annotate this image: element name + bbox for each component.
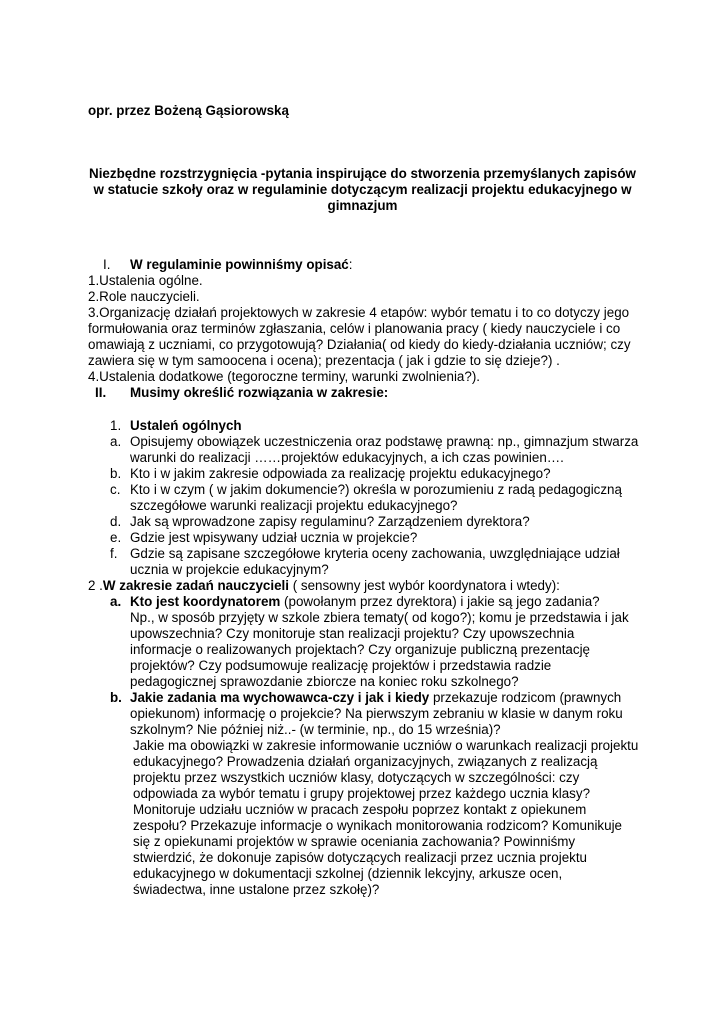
item-text: warunki do realizacji ……projektów edukacyjnych, a ich czas powinien….	[130, 450, 564, 465]
point-2-rest: ( sensowny jest wybór koordynatora i wtedy):	[288, 578, 560, 593]
section-1-item: 2.Role nauczycieli.	[88, 289, 200, 304]
section-1-heading: W regulaminie powinniśmy opisać	[130, 257, 349, 272]
item-2a-first-line	[130, 594, 600, 610]
point-1-number: 1.	[110, 418, 122, 433]
item-text: szkolnym? Nie później niż..- (w terminie, np., do 15 września)?	[130, 722, 501, 737]
item-letter-d: d.	[110, 514, 122, 529]
item-text: edukacyjnego w dokumentacji szkolnej (dziennik lekcyjny, arkusze ocen,	[133, 866, 563, 881]
section-1-item: formułowania oraz terminów zgłaszania, celów i planowania pracy ( kiedy nauczyciele i co	[88, 321, 621, 336]
item-text: Jakie ma obowiązki w zakresie informowanie uczniów o warunkach realizacji projektu	[133, 738, 639, 753]
item-text: ucznia w projekcie edukacyjnym?	[130, 562, 329, 577]
item-text: informacje o realizowanych projektach? Czy organizuje publiczną prezentację	[130, 642, 590, 657]
item-text: upowszechnia? Czy monitoruje stan realizacji projektu? Czy upowszechnia	[130, 626, 575, 641]
item-text: projektów? Czy podsumowuje realizację projektów i przedstawia radzie	[130, 658, 552, 673]
item-text: świadectwa, inne ustalone przez szkołę)?	[133, 882, 380, 897]
point-2-heading: W zakresie zadań nauczycieli	[102, 578, 289, 593]
section-1-item: zawiera się w tym samoocena i ocena); prezentacja ( jak i gdzie to się dzieje?) .	[88, 353, 560, 368]
item-text: Kto i w czym ( w jakim dokumencie?) określa w porozumieniu z radą pedagogiczną	[130, 482, 622, 497]
item-text: Jak są wprowadzone zapisy regulaminu? Zarządzeniem dyrektora?	[130, 514, 530, 529]
section-2-heading: Musimy określić rozwiązania w zakresie:	[130, 385, 389, 400]
author-line: opr. przez Bożeną Gąsiorowską	[88, 103, 289, 118]
item-letter-a: a.	[110, 434, 122, 449]
item-text: szczegółowe warunki realizacji projektu edukacyjnego?	[130, 498, 458, 513]
title-line-3: gimnazjum	[327, 198, 398, 213]
point-2-prefix: 2 .	[88, 578, 103, 593]
section-1-item: 1.Ustalenia ogólne.	[88, 273, 203, 288]
item-text: Np., w sposób przyjęty w szkole zbiera tematy( od kogo?); komu je przedstawia i jak	[130, 610, 629, 625]
section-1-heading-wrap	[130, 257, 353, 273]
section-1-item: omawiają z uczniami, co przygotowują? Działania( od kiedy do kiedy-działania uczniów; czy	[88, 337, 631, 352]
item-2b-rest: przekazuje rodzicom (prawnych	[429, 690, 622, 705]
title-line-1: Niezbędne rozstrzygnięcia -pytania inspirujące do stworzenia przemyślanych zapisów	[89, 166, 636, 181]
section-1-item: 4.Ustalenia dodatkowe (tegoroczne terminy, warunki zwolnienia?).	[88, 369, 480, 384]
item-text: zespołu? Przekazuje informacje o wynikach monitorowania rodzicom? Komunikuje	[133, 818, 622, 833]
item-text: opiekunom) informację o projekcie? Na pierwszym zebraniu w klasie w danym roku	[130, 706, 623, 721]
item-letter-2a: a.	[110, 594, 122, 609]
point-2-line	[88, 578, 560, 594]
section-2-number: II.	[95, 385, 107, 400]
item-2b-bold: Jakie zadania ma wychowawca-czy i jak i kiedy	[130, 690, 430, 705]
item-letter-c: c.	[110, 482, 121, 497]
section-1-number: I.	[103, 257, 111, 272]
item-text: edukacyjnego? Prowadzenia działań organizacyjnych, związanych z realizacją	[133, 754, 598, 769]
item-text: Opisujemy obowiązek uczestniczenia oraz podstawę prawną: np., gimnazjum stwarza	[130, 434, 639, 449]
item-text: odpowiada za wybór tematu i grupy projektowej przez każdego ucznia klasy?	[133, 786, 591, 801]
item-2b-first-line	[130, 690, 621, 706]
point-1-heading: Ustaleń ogólnych	[130, 418, 242, 433]
item-text: Kto i w jakim zakresie odpowiada za realizację projektu edukacyjnego?	[130, 466, 551, 481]
title-line-2: w statucie szkoły oraz w regulaminie dotyczącym realizacji projektu edukacyjnego w	[93, 182, 632, 197]
item-letter-f: f.	[110, 546, 118, 561]
item-text: Monitoruje udziału uczniów w pracach zespołu poprzez kontakt z opiekunem	[133, 802, 587, 817]
item-text: pedagogicznej sprawozdanie zbiorcze na koniec roku szkolnego?	[130, 674, 519, 689]
item-text: się z opiekunami projektów w sprawie oceniania zachowania? Powinniśmy	[133, 834, 576, 849]
item-text: stwierdzić, że dokonuje zapisów dotyczących realizacji przez ucznia projektu	[133, 850, 588, 865]
item-text: Gdzie są zapisane szczegółowe kryteria oceny zachowania, uwzględniające udział	[130, 546, 620, 561]
item-letter-e: e.	[110, 530, 122, 545]
item-2a-rest: (powołanym przez dyrektora) i jakie są jego zadania?	[280, 594, 600, 609]
section-1-colon: :	[348, 257, 353, 272]
item-text: Gdzie jest wpisywany udział ucznia w projekcie?	[130, 530, 418, 545]
item-text: projektu przez wszystkich uczniów klasy, dotyczących w szczególności: czy	[133, 770, 580, 785]
section-1-item: 3.Organizację działań projektowych w zakresie 4 etapów: wybór tematu i to co dotyczy jego	[88, 305, 630, 320]
item-letter-b: b.	[110, 466, 122, 481]
item-letter-2b: b.	[110, 690, 122, 705]
item-2a-bold: Kto jest koordynatorem	[130, 594, 281, 609]
